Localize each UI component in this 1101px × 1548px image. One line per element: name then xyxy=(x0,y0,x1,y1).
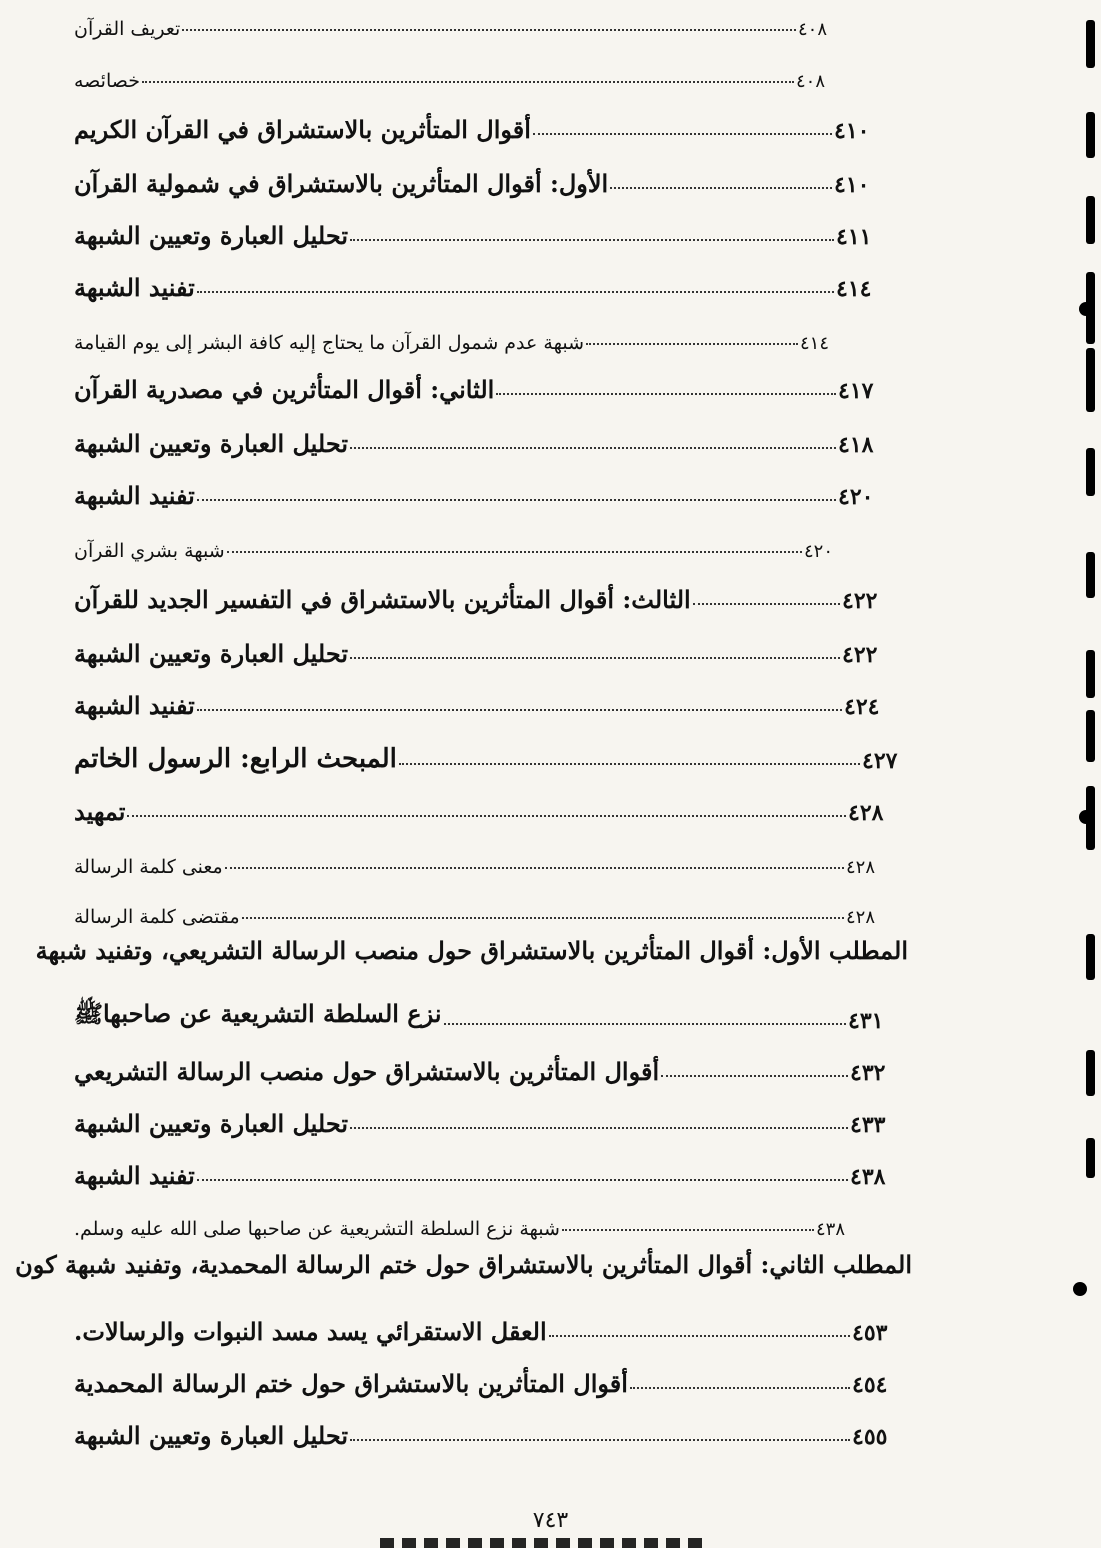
toc-entry-page: ٤٥٤ xyxy=(852,1372,888,1398)
toc-entry-title: تفنيد الشبهة xyxy=(74,481,195,510)
leader-dots xyxy=(242,917,844,919)
toc-entry xyxy=(72,364,898,404)
toc-entry xyxy=(72,314,860,354)
scan-dot xyxy=(1079,302,1093,316)
toc-entry-title: تحليل العبارة وتعيين الشبهة xyxy=(74,639,349,668)
toc-entry-page: ٤٢٠ xyxy=(804,541,834,562)
toc-entry-page: ٤٠٨ xyxy=(796,71,826,92)
leader-dots xyxy=(197,291,834,293)
toc-entry xyxy=(72,1150,910,1190)
leader-dots xyxy=(197,1179,848,1181)
toc-entry xyxy=(72,0,858,40)
toc-entry-title: تحليل العبارة وتعيين الشبهة xyxy=(74,429,349,458)
toc-entry-page: ٤٢٤ xyxy=(844,694,880,720)
leader-dots xyxy=(350,1127,848,1129)
leader-dots xyxy=(350,657,840,659)
toc-entry xyxy=(72,52,856,92)
toc-entry-title: المبحث الرابع: الرسول الخاتم xyxy=(74,744,397,774)
leader-dots xyxy=(610,187,832,189)
toc-entry xyxy=(72,680,904,720)
table-of-contents xyxy=(15,0,932,1460)
scan-mark xyxy=(1086,20,1095,68)
scan-mark xyxy=(1086,448,1095,496)
toc-entry-title: تمهيد xyxy=(74,797,126,826)
toc-entry xyxy=(72,1046,910,1086)
scan-mark xyxy=(1086,112,1095,158)
toc-entry-title: شبهة عدم شمول القرآن ما يحتاج إليه كافة البشر إلى يوم القيامة xyxy=(74,332,584,354)
leader-dots xyxy=(227,551,802,553)
toc-entry-title: تحليل العبارة وتعيين الشبهة xyxy=(74,1109,349,1138)
toc-entry xyxy=(72,210,896,250)
toc-entry-page: ٤٢٨ xyxy=(846,857,876,878)
toc-entry xyxy=(72,1306,912,1346)
toc-entry xyxy=(72,786,908,826)
leader-dots xyxy=(444,1023,846,1025)
toc-entry-page: ٤١٤ xyxy=(800,333,830,354)
toc-entry-page: ٤٣٨ xyxy=(816,1219,846,1240)
toc-entry-page: ٤١٠ xyxy=(834,172,870,198)
toc-entry-title: تحليل العبارة وتعيين الشبهة xyxy=(74,221,349,250)
toc-entry-title: نزع السلطة التشريعية عن صاحبهاﷺ xyxy=(74,999,442,1028)
toc-entry-title: خصائصه xyxy=(74,70,140,92)
toc-entry-title: الأول: أقوال المتأثرين بالاستشراق في شمولية القرآن xyxy=(74,169,609,198)
toc-entry-title: شبهة نزع السلطة التشريعية عن صاحبها صلى الله عليه وسلم. xyxy=(74,1218,560,1240)
scan-mark xyxy=(1086,552,1095,598)
scan-dot xyxy=(1079,810,1093,824)
toc-entry xyxy=(72,574,902,614)
toc-entry xyxy=(72,1098,910,1138)
toc-entry xyxy=(72,888,906,928)
toc-entry-page: ٤١٠ xyxy=(834,118,870,144)
toc-entry-page: ٤٢٨ xyxy=(846,907,876,928)
leader-dots xyxy=(630,1387,850,1389)
leader-dots xyxy=(350,1439,850,1441)
scan-artifact xyxy=(380,1538,710,1548)
page-number: ٧٤٣ xyxy=(532,1508,569,1533)
toc-entry xyxy=(72,262,896,302)
toc-entry-page: ٤٣١ xyxy=(848,1008,884,1034)
leader-dots xyxy=(350,239,834,241)
toc-entry-title: أقوال المتأثرين بالاستشراق حول منصب الرسالة التشريعي xyxy=(74,1057,660,1086)
toc-entry xyxy=(72,104,894,144)
toc-entry-title: شبهة بشري القرآن xyxy=(74,540,225,562)
toc-entry-page: ٤١٧ xyxy=(838,378,874,404)
toc-entry-title: تفنيد الشبهة xyxy=(74,1161,195,1190)
scan-dot xyxy=(1073,1282,1087,1296)
leader-dots xyxy=(127,815,846,817)
toc-entry-title: العقل الاستقرائي يسد مسد النبوات والرسالات. xyxy=(74,1317,547,1346)
toc-entry xyxy=(72,1200,876,1240)
toc-entry xyxy=(72,838,906,878)
toc-entry-title: أقوال المتأثرين بالاستشراق حول ختم الرسالة المحمدية xyxy=(74,1369,628,1398)
toc-entry-page: ٤١١ xyxy=(836,224,872,250)
leader-dots xyxy=(399,763,860,765)
toc-entry-title: معنى كلمة الرسالة xyxy=(74,856,223,878)
toc-entry-page: ٤١٨ xyxy=(838,432,874,458)
toc-entry-page: ٤١٤ xyxy=(836,276,872,302)
toc-entry xyxy=(72,1410,912,1450)
toc-entry xyxy=(72,418,898,458)
leader-dots xyxy=(225,867,844,869)
toc-entry xyxy=(72,994,908,1034)
toc-entry-page: ٤٢٧ xyxy=(862,748,898,774)
toc-heading-line: المطلب الثاني: أقوال المتأثرين بالاستشراق حول ختم الرسالة المحمدية، وتفنيد شبهة كون xyxy=(15,1250,912,1279)
leader-dots xyxy=(549,1335,850,1337)
leader-dots xyxy=(182,29,796,31)
scan-mark xyxy=(1086,650,1095,698)
scan-mark xyxy=(1086,934,1095,980)
scan-mark xyxy=(1086,196,1095,244)
toc-entry-page: ٤٢٢ xyxy=(842,588,878,614)
leader-dots xyxy=(197,709,842,711)
toc-entry-page: ٤٥٥ xyxy=(852,1424,888,1450)
leader-dots xyxy=(586,343,798,345)
scan-mark xyxy=(1086,710,1095,762)
leader-dots xyxy=(350,447,836,449)
toc-entry-page: ٤٢٠ xyxy=(838,484,874,510)
scan-mark xyxy=(1086,1138,1095,1178)
scan-edge-marks xyxy=(1077,0,1101,1548)
leader-dots xyxy=(661,1075,848,1077)
leader-dots xyxy=(693,603,840,605)
toc-entry xyxy=(72,470,898,510)
toc-entry-page: ٤٢٨ xyxy=(848,800,884,826)
scan-mark xyxy=(1086,348,1095,412)
toc-entry-title: مقتضى كلمة الرسالة xyxy=(74,906,240,928)
toc-entry-title: أقوال المتأثرين بالاستشراق في القرآن الكريم xyxy=(74,115,531,144)
leader-dots xyxy=(562,1229,814,1231)
toc-entry-title: تحليل العبارة وتعيين الشبهة xyxy=(74,1421,349,1450)
toc-entry-page: ٤٥٣ xyxy=(852,1320,888,1346)
toc-entry xyxy=(72,734,922,774)
toc-entry xyxy=(72,628,902,668)
toc-entry xyxy=(72,158,894,198)
toc-entry-page: ٤٢٢ xyxy=(842,642,878,668)
toc-entry-title: تفنيد الشبهة xyxy=(74,273,195,302)
toc-entry-title: تعريف القرآن xyxy=(74,18,181,40)
toc-entry-title: الثالث: أقوال المتأثرين بالاستشراق في التفسير الجديد للقرآن xyxy=(74,585,691,614)
toc-entry-page: ٤٠٨ xyxy=(798,19,828,40)
toc-entry-page: ٤٣٢ xyxy=(850,1060,886,1086)
scan-mark xyxy=(1086,1050,1095,1096)
leader-dots xyxy=(197,499,836,501)
toc-entry-title: الثاني: أقوال المتأثرين في مصدرية القرآن xyxy=(74,375,495,404)
leader-dots xyxy=(496,393,836,395)
toc-entry xyxy=(72,1358,912,1398)
leader-dots xyxy=(142,81,794,83)
toc-entry-title: تفنيد الشبهة xyxy=(74,691,195,720)
toc-entry-page: ٤٣٨ xyxy=(850,1164,886,1190)
toc-entry-page: ٤٣٣ xyxy=(850,1112,886,1138)
toc-entry xyxy=(72,522,864,562)
toc-heading-line: المطلب الأول: أقوال المتأثرين بالاستشراق حول منصب الرسالة التشريعي، وتفنيد شبهة xyxy=(35,936,908,965)
leader-dots xyxy=(533,133,832,135)
